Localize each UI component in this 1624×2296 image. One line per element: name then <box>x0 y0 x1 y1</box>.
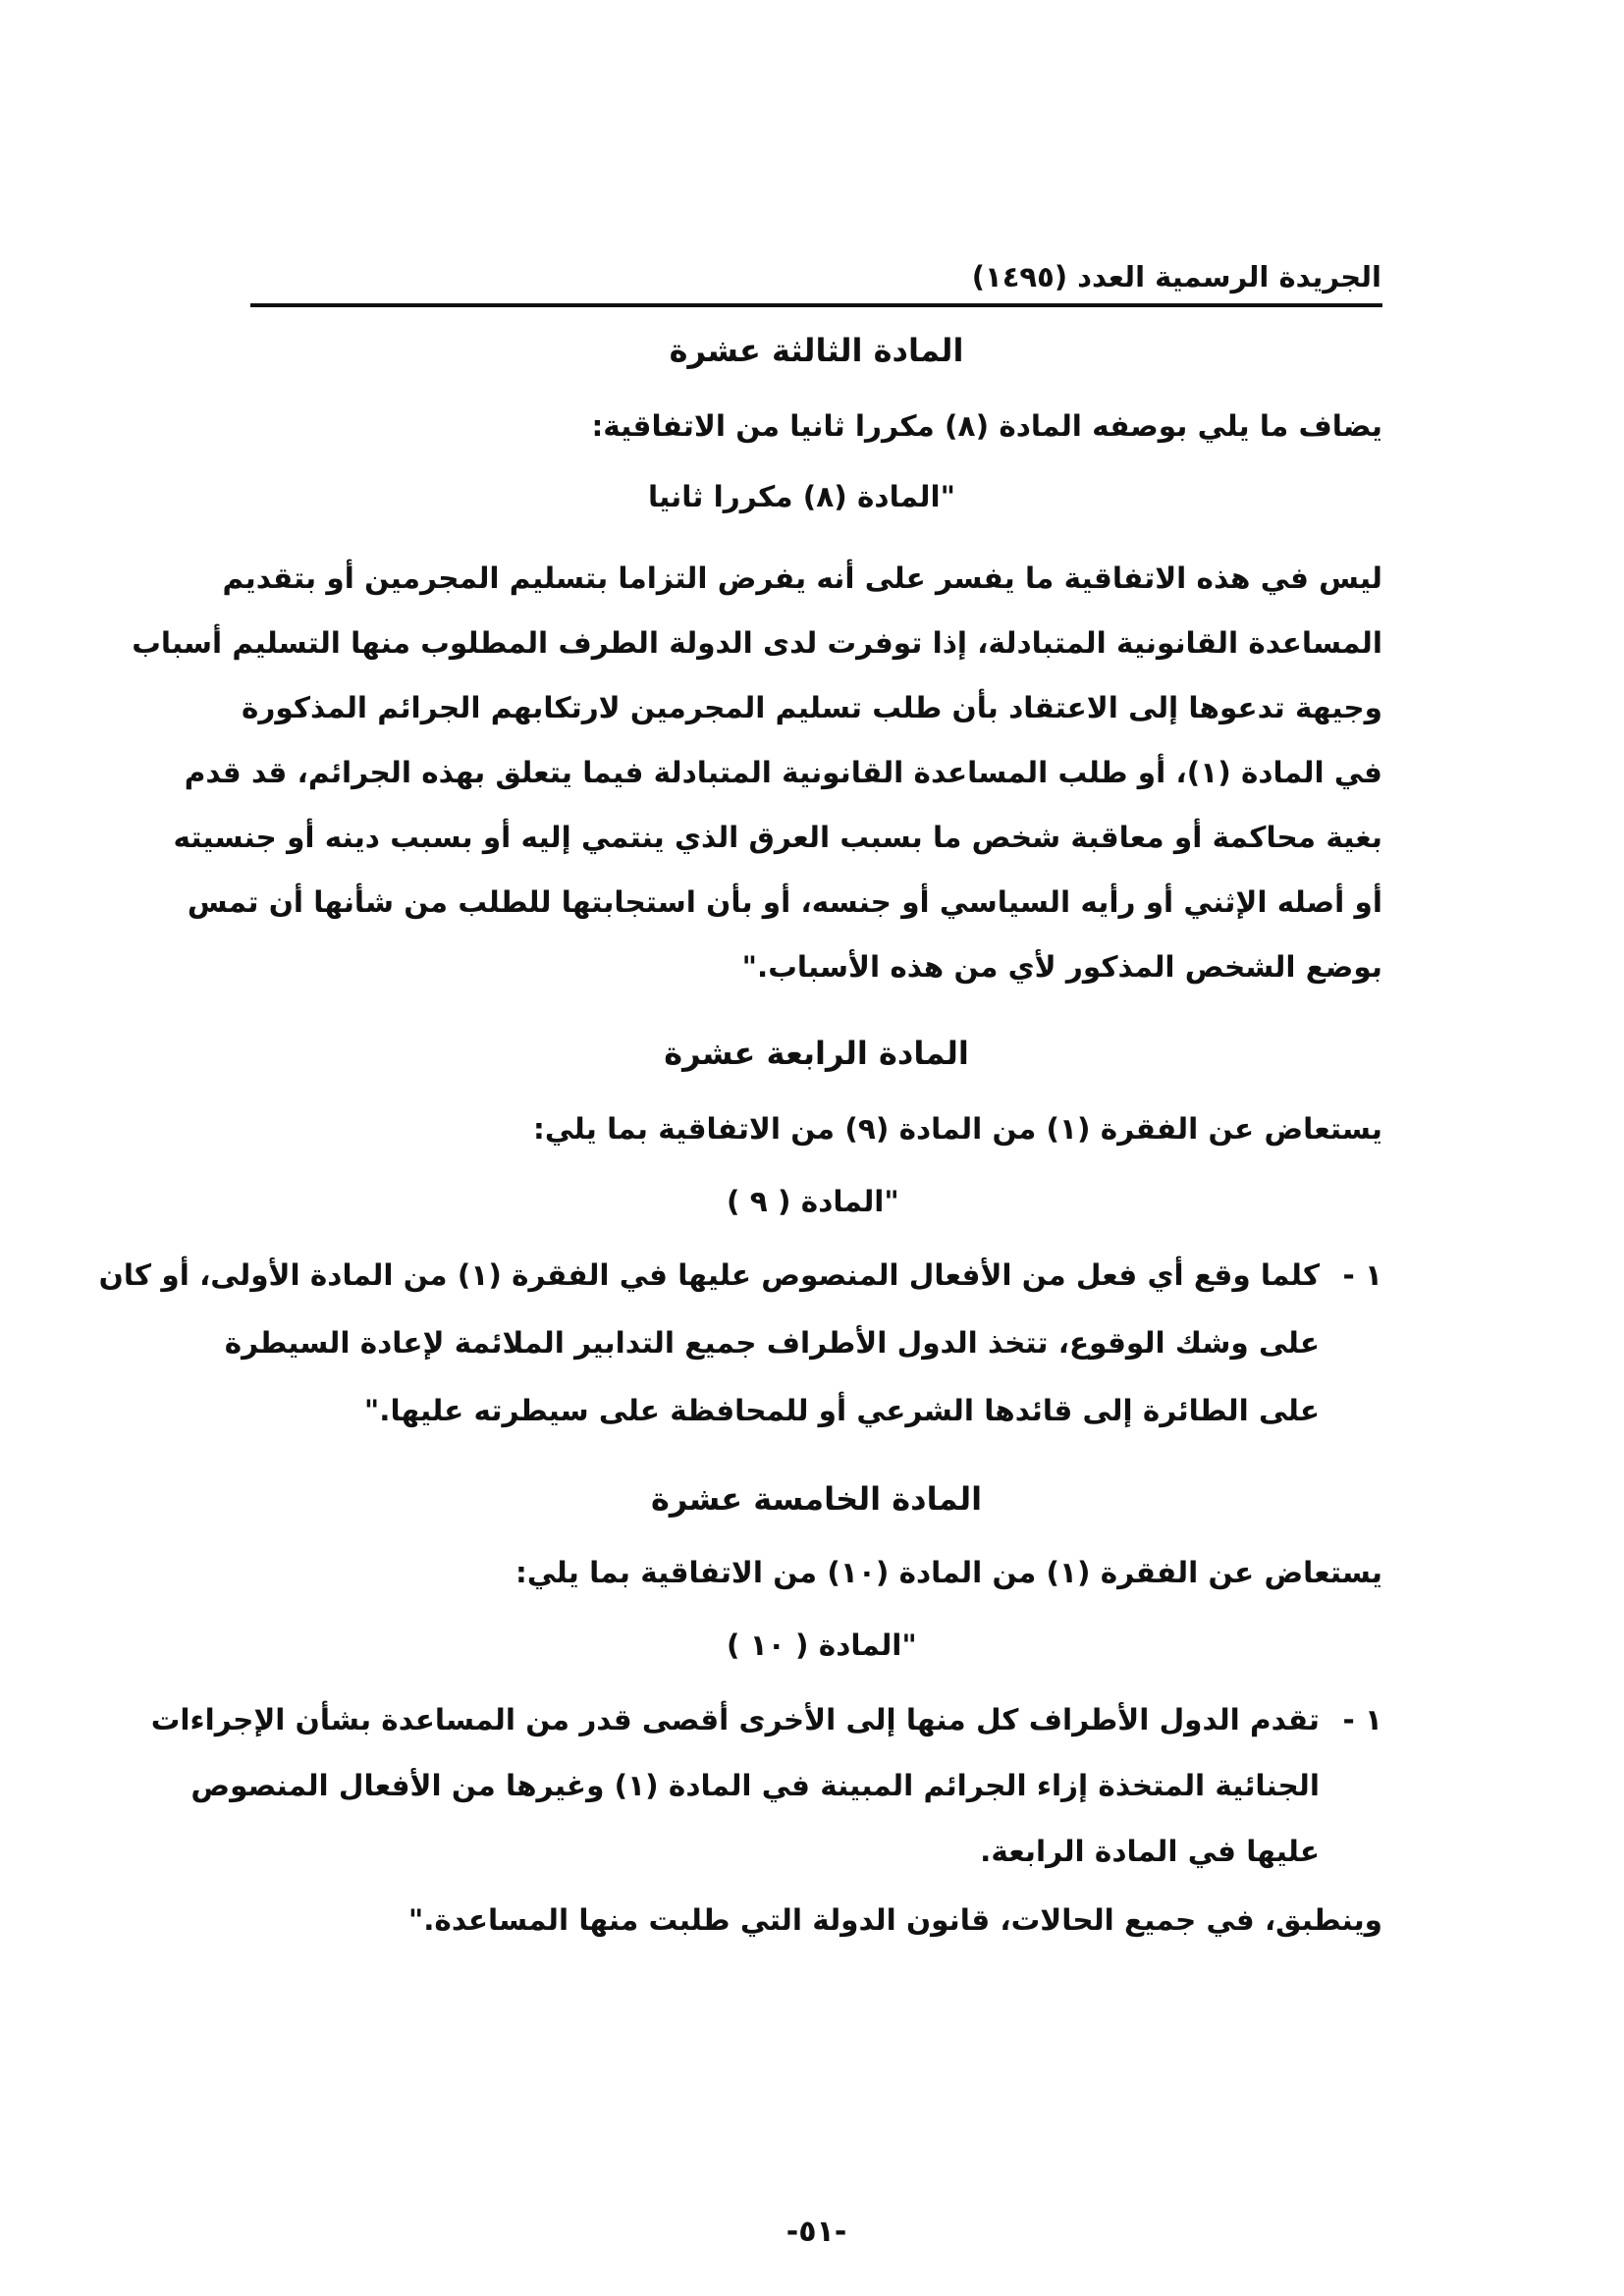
article-13-line: أو أصله الإثني أو رأيه السياسي أو جنسه، أو بأن استجابتها للطلب من شأنها أن تمس <box>187 885 1382 919</box>
article-14-line: على الطائرة إلى قائدها الشرعي أو للمحافظة على سيطرته عليها." <box>363 1394 1320 1427</box>
gazette-header: الجريدة الرسمية العدد (١٤٩٥) <box>971 260 1381 294</box>
article-13-quote-title: "المادة (٨) مكررا ثانيا <box>648 480 955 513</box>
article-13-line: المساعدة القانونية المتبادلة، إذا توفرت لدى الدولة الطرف المطلوب منها التسليم أسباب <box>132 626 1382 660</box>
article-13-line: بوضع الشخص المذكور لأي من هذه الأسباب." <box>741 950 1382 984</box>
article-15-intro: يستعاض عن الفقرة (١) من المادة (١٠) من الاتفاقية بما يلي: <box>515 1556 1382 1589</box>
article-14-intro: يستعاض عن الفقرة (١) من المادة (٩) من الاتفاقية بما يلي: <box>533 1112 1382 1146</box>
article-13-line: ليس في هذه الاتفاقية ما يفسر على أنه يفرض التزاما بتسليم المجرمين أو بتقديم <box>222 561 1382 595</box>
article-14-line: كلما وقع أي فعل من الأفعال المنصوص عليها في الفقرة (١) من المادة الأولى، أو كان <box>98 1258 1320 1292</box>
header-rule <box>250 303 1382 307</box>
article-14-quote-title: "المادة ( ٩ ) <box>727 1185 899 1218</box>
article-15-heading: المادة الخامسة عشرة <box>650 1480 983 1518</box>
article-13-line: وجيهة تدعوها إلى الاعتقاد بأن طلب تسليم المجرمين لارتكابهم الجرائم المذكورة <box>241 691 1382 724</box>
article-15-quote-title: "المادة ( ١٠ ) <box>727 1629 917 1662</box>
article-14-heading: المادة الرابعة عشرة <box>664 1035 969 1072</box>
article-14-item-number: ١ - <box>1342 1258 1382 1292</box>
article-13-line: في المادة (١)، أو طلب المساعدة القانونية المتبادلة فيما يتعلق بهذه الجرائم، قد قدم <box>184 756 1382 789</box>
article-13-heading: المادة الثالثة عشرة <box>669 332 964 369</box>
page-number: -٥١- <box>785 2215 847 2249</box>
article-13-line: بغية محاكمة أو معاقبة شخص ما بسبب العرق الذي ينتمي إليه أو بسبب دينه أو جنسيته <box>173 821 1382 854</box>
article-14-line: على وشك الوقوع، تتخذ الدول الأطراف جميع التدابير الملائمة لإعادة السيطرة <box>224 1326 1320 1360</box>
article-15-closing: وينطبق، في جميع الحالات، قانون الدولة التي طلبت منها المساعدة." <box>407 1903 1382 1937</box>
article-15-line: عليها في المادة الرابعة. <box>980 1835 1320 1868</box>
article-15-line: الجنائية المتخذة إزاء الجرائم المبينة في المادة (١) وغيرها من الأفعال المنصوص <box>190 1769 1320 1802</box>
article-15-item-number: ١ - <box>1342 1703 1382 1736</box>
article-13-intro: يضاف ما يلي بوصفه المادة (٨) مكررا ثانيا من الاتفاقية: <box>591 409 1382 443</box>
article-15-line: تقدم الدول الأطراف كل منها إلى الأخرى أقصى قدر من المساعدة بشأن الإجراءات <box>150 1703 1320 1736</box>
